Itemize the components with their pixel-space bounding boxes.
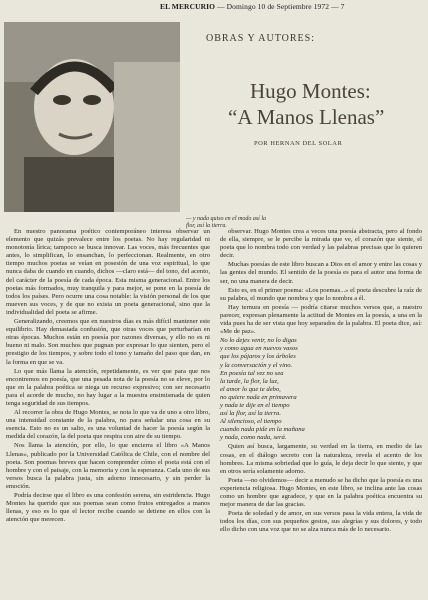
masthead [160,2,426,12]
byline: POR HERNAN DEL SOLAR [254,140,343,147]
portrait-image [4,22,180,212]
paragraph: Lo que más llama la atención, repetidamente, es ver que para que nos encontremos en poesía, que una pesada nota de la poesía no se eleve, por lo que en la palabra poética se niega un recurso expresivo; con ser necesario para el acorde de mucho, no hay lugar a la muestra ensimismada de quien tenga seguridad de sus tiempos. [6,367,210,407]
paragraph: Quien así busca, largamente, su verdad en la tierra, en medio de las cosas, en el diálogo secreto con la naturaleza, revela el acento de los hombres. La misma sobriedad que lo guía, le deja decir lo que siente, y que en otros sería solamente adorno. [220,443,422,475]
paragraph: Nos llama la atención, por ello, lo que encierra el libro «A Manos Llenas», publicado por la Universidad Católica de Chile, con el nombre del poeta. Son poemas breves que hacen comprender cómo el poeta está con el hombre y con el paisaje, con la memoria y con la esperanza. Cada uno de sus versos busca la palabra justa, sin adorno innecesario, y sin perder la emoción. [6,442,210,490]
headline-line-2: “A Manos Llenas” [228,105,385,129]
page-number: 7 [340,2,345,11]
section-title: OBRAS Y AUTORES: [206,33,315,44]
left-column [6,228,210,525]
right-column [220,228,422,535]
paragraph: Al recorrer la obra de Hugo Montes, se nota lo que va de uno a otro libro, una intensidad constante de la palabra, no para señalar una cosa en su esencia. Esto no es un salto, es una voluntad de hacer la poesía según la medida del corazón, la del poeta que respira con aire de su tiempo. [6,409,210,441]
author-photo [4,22,180,212]
paragraph: Generalizando, creemos que en nuestros días es más difícil mantener este equilibrio. Hay demasiada confusión, que otras voces que perturbarían en otras épocas. Muchos están en poesía por razones diversas, y ello no es ni bueno ni malo. Son muchos que pugnan por expresar lo que sienten, pero el prestigio de los tiempos, y sobre todo el tono y tamaño del paso que dan, en la forma en que se va. [6,318,210,366]
paragraph: Poeta —no olvidemos— decir a menudo se ha dicho que la poesía es una experiencia religiosa. Hugo Montes, en este libro, se inclina ante las cosas como un hombre que agradece, y que en la palabra poética encuentra su mejor manera de dar las gracias. [220,476,422,509]
photo-caption: — y nada quiso en el modo así la flor, así la tierra. [186,216,266,229]
issue-date: — Domingo 10 de Septiembre 1972 — [217,2,339,11]
newspaper-name: EL MERCURIO [160,2,216,11]
paragraph: observar. Hugo Montes crea a veces una poesía abstracta, pero al fondo de ella, siempre, se le percibe la mirada que ve, el corazón que siente, el poeta que lo nombra todo con verdad y las palabras precisas que lo quieren decir. [220,228,422,260]
article-headline [228,78,428,130]
paragraph: Hay ternura en poesía — podría citarse muchos versos que, a nuestro parecer, expresan plenamente la actitud de Montes en la poesía, a una en la vida pues ha de ser vista que hoy separados de la palabra. El poeta dice, así: «Me de paz». [220,303,422,336]
paragraph: Muchas poesías de este libro buscan a Dios en el amor y entre las cosas y las gentes del mundo. El sentido de la poesía es para el autor una forma de ser, no una manera de decir. [220,261,422,285]
poem-quote: No lo dejes venir, no lo digas y como agua en nuevos vasos que los pájaros y los árboles y la conversación y el vino. En poesía tal vez no sea la tarde, la flor, la luz, el amor lo que te debo, no quiere nada en primavera y nada te dije en el tiempo así la flor, así la tierra. Al silencioso, el tiempo cuando nada pide en la mañana y nada, como nada, será. [220,337,305,442]
headline-line-1: Hugo Montes: [250,79,371,103]
paragraph: Esto es, en el primer poema: «Los poemas...» el poeta descubre la raíz de su palabra, el mundo que nombra y que lo nombra a él. [220,286,422,302]
paragraph: Podría decirse que el libro es una confesión serena, sin estridencia. Hugo Montes ha querido que sus poemas sean como frutos entregados a manos llenas, y eso es lo que el lector recibe cuando se detiene en ellos con la atención que merecen. [6,492,210,524]
paragraph: Poeta de soledad y de amor, en sus versos pasa la vida entera, la vida de todos los días, con sus pequeños gestos, sus alegrías y sus dolores, y todo ello dicho con una voz que no se alza nunca más de lo necesario. [220,510,422,534]
paragraph: En nuestro panorama poético contemporáneo interesa observar un elemento que quizás prevalece entre los poetas. No hay regularidad ni monotonía lírica; tampoco se busca innovar. Las voces, más frecuentes que antes, lo simplifican, lo ensanchan, lo perfeccionan. Realmente, en otro tiempo muchos poetas se veían en posesión de una voz espiritual, lo que nunca daba de cuando en cuando, dichos —claro está— del tono, del acento, del carácter de la poesía de cada época. Esta misma generacional. Entre los poetas más formados, muy tranquila y para mejor, se pone en la poesía de todos los países. Pero ocurre una cosa notable: la visión personal de los que mueven sus voces, y de que no exista un poeta generacional, sino que la individualidad del poeta se afirme. [6,228,210,316]
